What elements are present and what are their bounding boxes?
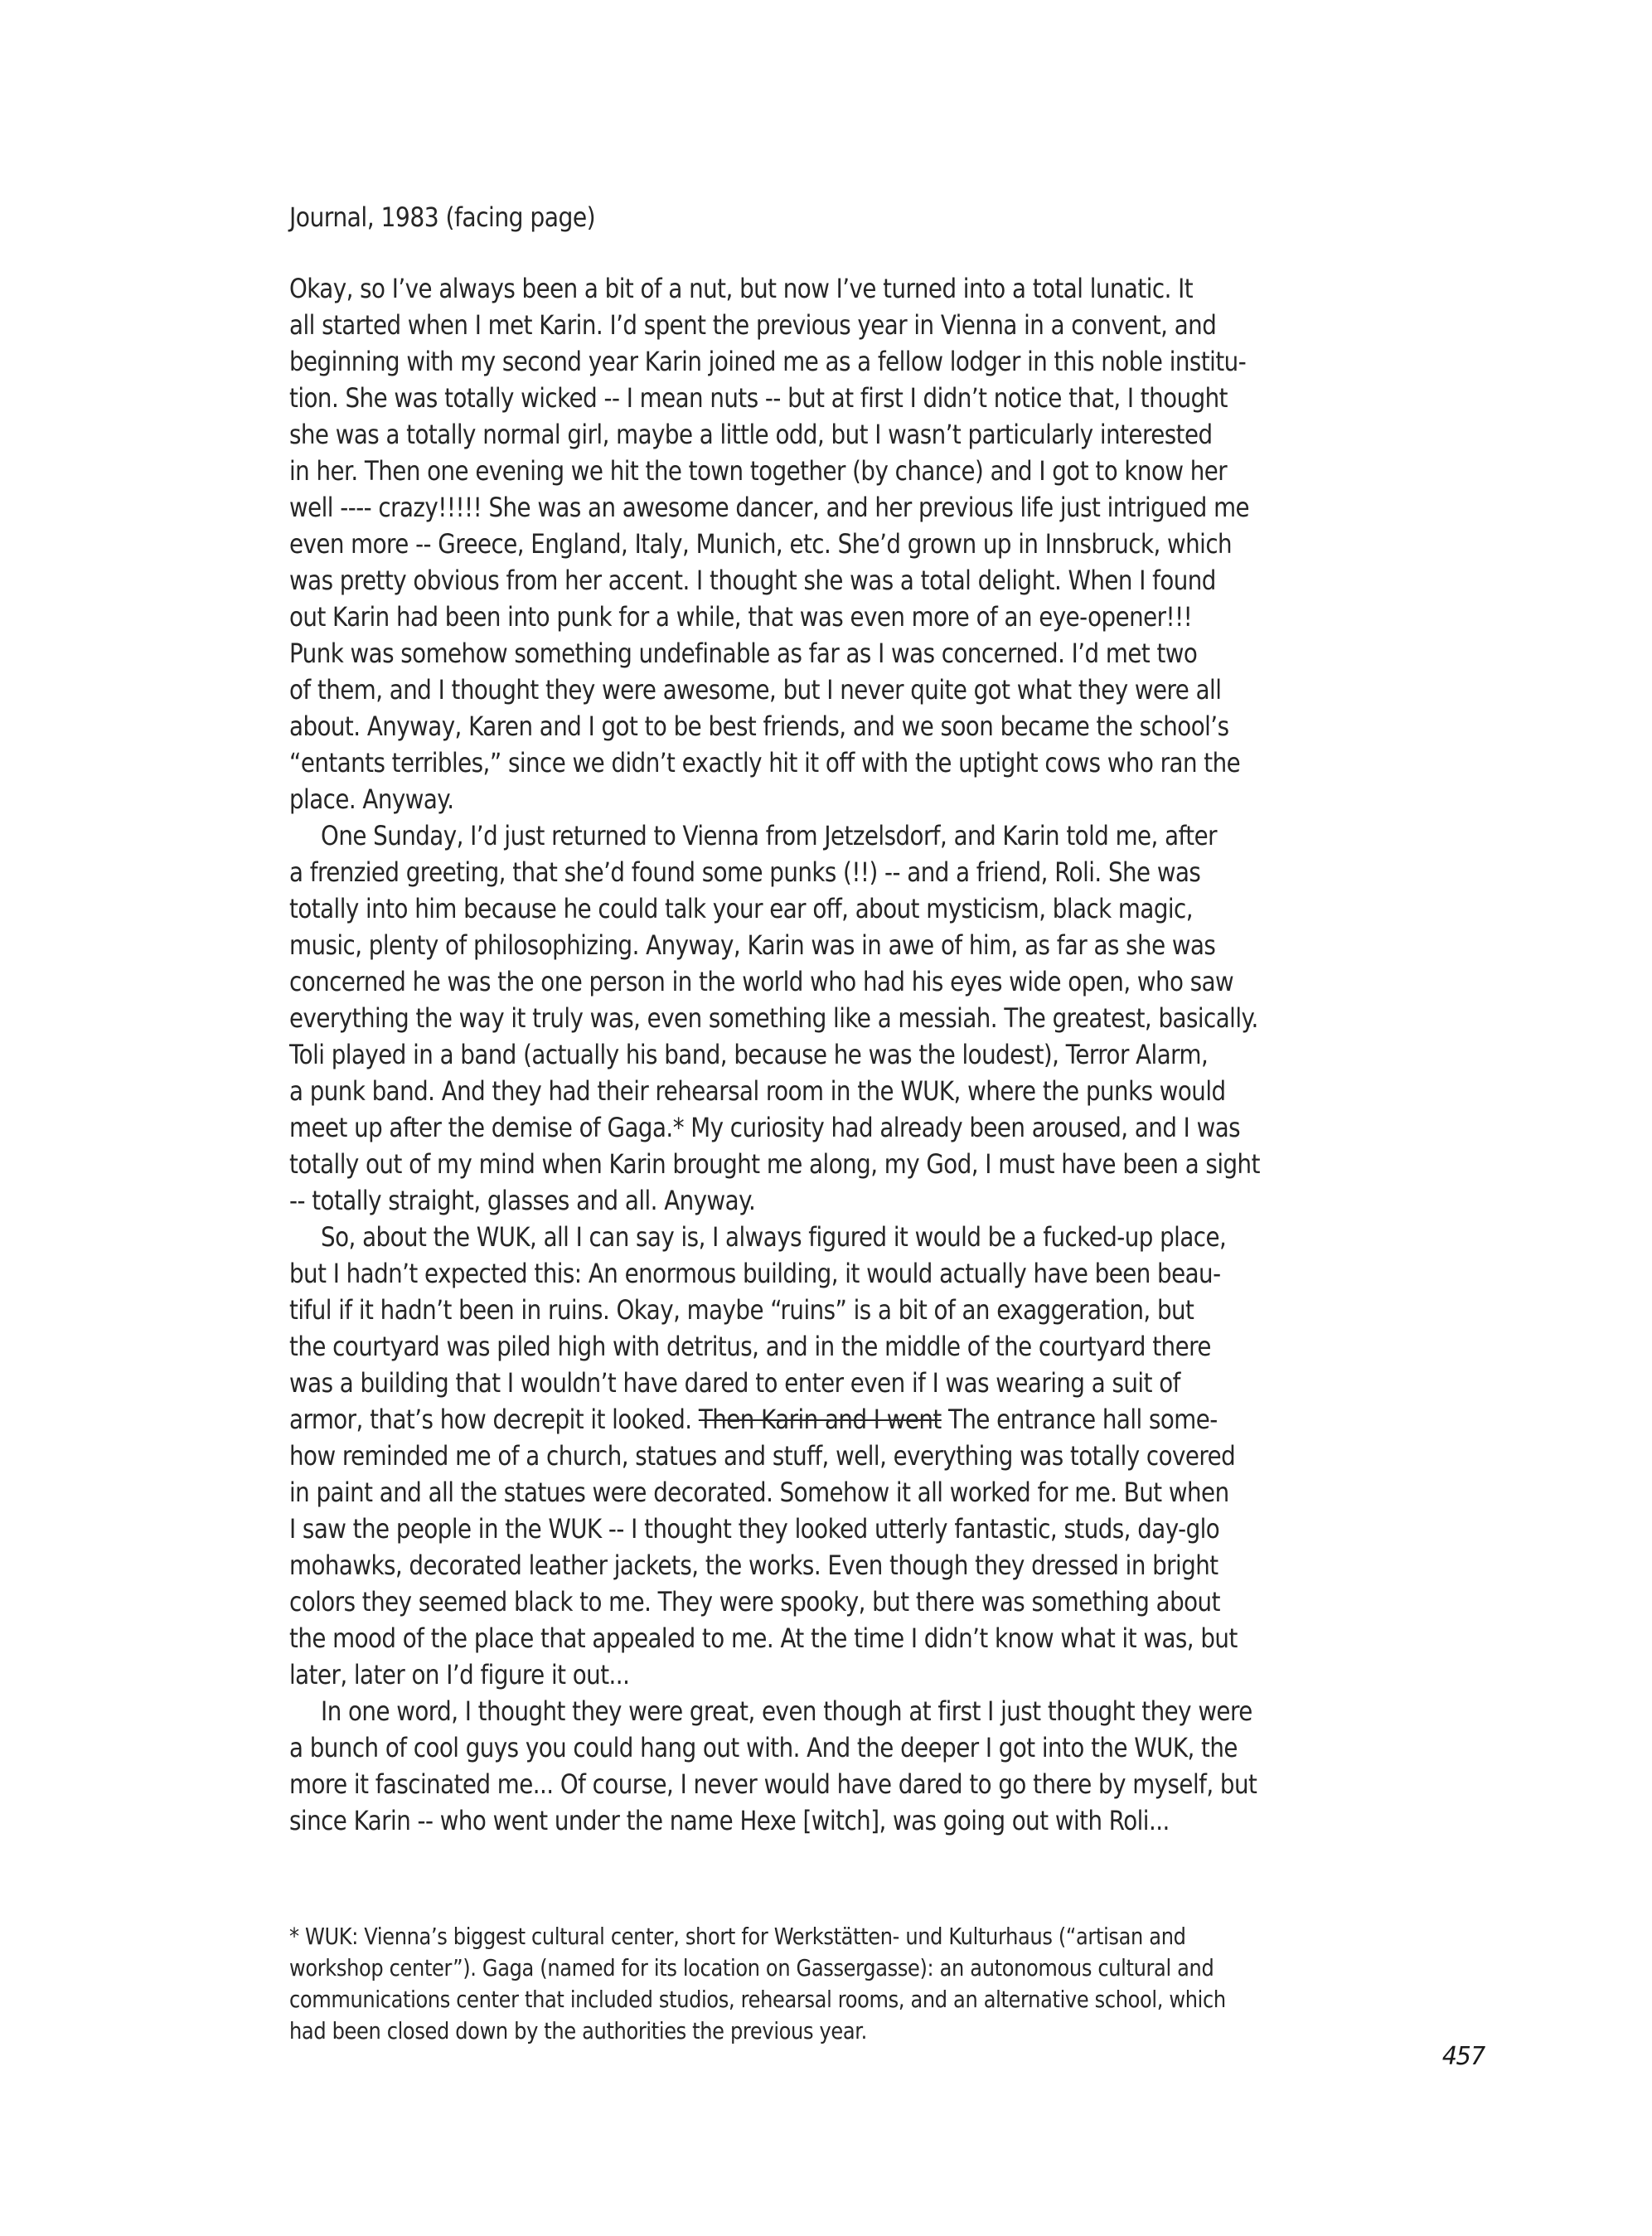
footnote-line: * WUK: Vienna’s biggest cultural center, short for Werkstätten- und Kulturhaus (“artisan and [289, 1923, 1186, 1950]
text-line: totally out of my mind when Karin brought me along, my God, I must have been a sight [289, 1148, 1260, 1180]
text-line: a bunch of cool guys you could hang out with. And the deeper I got into the WUK, the [289, 1732, 1238, 1763]
footnote-line: had been closed down by the authorities the previous year. [289, 2017, 867, 2044]
text-line: One Sunday, I’d just returned to Vienna from Jetzelsdorf, and Karin told me, after [321, 820, 1217, 851]
paragraph [289, 1219, 1383, 1693]
text-line: all started when I met Karin. I’d spent the previous year in Vienna in a convent, and [289, 309, 1217, 341]
text-line: was a building that I wouldn’t have dared to enter even if I was wearing a suit of [289, 1367, 1180, 1399]
text-line: everything the way it truly was, even something like a messiah. The greatest, basically. [289, 1002, 1258, 1034]
text-line: “entants terribles,” since we didn’t exactly hit it off with the uptight cows who ran the [289, 747, 1241, 778]
text-line: tiful if it hadn’t been in ruins. Okay, maybe “ruins” is a bit of an exaggeration, but [289, 1294, 1194, 1326]
text-line: a punk band. And they had their rehearsal room in the WUK, where the punks would [289, 1075, 1226, 1107]
text-line: In one word, I thought they were great, even though at first I just thought they were [321, 1695, 1252, 1727]
text-line: was pretty obvious from her accent. I thought she was a total delight. When I found [289, 565, 1216, 596]
text-line: colors they seemed black to me. They were spooky, but there was something about [289, 1586, 1220, 1618]
text-line: mohawks, decorated leather jackets, the works. Even though they dressed in bright [289, 1550, 1218, 1581]
text-line: concerned he was the one person in the world who had his eyes wide open, who saw [289, 966, 1234, 997]
text-line: she was a totally normal girl, maybe a little odd, but I wasn’t particularly interested [289, 419, 1213, 450]
journal-body [289, 270, 1383, 1839]
text-line-with-strikethrough [289, 1401, 1236, 1438]
text-segment: armor, that’s how decrepit it looked. [289, 1404, 699, 1435]
text-line: how reminded me of a church, statues and stuff, well, everything was totally covered [289, 1440, 1236, 1472]
text-line: even more -- Greece, England, Italy, Munich, etc. She’d grown up in Innsbruck, which [289, 528, 1233, 560]
text-line: out Karin had been into punk for a while, that was even more of an eye-opener!!! [289, 601, 1193, 633]
text-line: the mood of the place that appealed to me. At the time I didn’t know what it was, but [289, 1622, 1238, 1654]
text-line: the courtyard was piled high with detritus, and in the middle of the courtyard there [289, 1331, 1211, 1362]
text-line: about. Anyway, Karen and I got to be best friends, and we soon became the school’s [289, 711, 1229, 742]
text-line: but I hadn’t expected this: An enormous building, it would actually have been beau- [289, 1258, 1221, 1289]
text-line: meet up after the demise of Gaga.* My curiosity had already been aroused, and I was [289, 1112, 1241, 1143]
page-number: 457 [1442, 2042, 1485, 2071]
text-line: music, plenty of philosophizing. Anyway, Karin was in awe of him, as far as she was [289, 929, 1216, 961]
text-line: of them, and I thought they were awesome, but I never quite got what they were all [289, 674, 1222, 706]
text-line: later, later on I’d figure it out... [289, 1659, 630, 1690]
text-line: Punk was somehow something undefinable as far as I was concerned. I’d met two [289, 638, 1198, 669]
text-line: in paint and all the statues were decorated. Somehow it all worked for me. But when [289, 1477, 1229, 1508]
text-line: since Karin -- who went under the name Hexe [witch], was going out with Roli... [289, 1805, 1170, 1836]
text-line: a frenzied greeting, that she’d found some punks (!!) -- and a friend, Roli. She was [289, 856, 1201, 888]
struck-text: Then Karin and I went [698, 1404, 942, 1435]
page-heading: Journal, 1983 (facing page) [289, 201, 596, 233]
text-line: -- totally straight, glasses and all. Anyway. [289, 1185, 756, 1216]
text-line: more it fascinated me... Of course, I never would have dared to go there by myself, but [289, 1768, 1257, 1800]
text-line: tion. She was totally wicked -- I mean nuts -- but at first I didn’t notice that, I thought [289, 382, 1228, 414]
text-line: Toli played in a band (actually his band, because he was the loudest), Terror Alarm, [289, 1039, 1209, 1070]
text-segment: The entrance hall some- [941, 1404, 1218, 1435]
text-line: I saw the people in the WUK -- I thought they looked utterly fantastic, studs, day-glo [289, 1513, 1220, 1545]
footnote [289, 1921, 1383, 2047]
footnote-line: communications center that included studios, rehearsal rooms, and an alternative school, which [289, 1986, 1226, 2013]
text-line: in her. Then one evening we hit the town together (by chance) and I got to know her [289, 455, 1228, 487]
text-line: place. Anyway. [289, 783, 454, 815]
text-line: totally into him because he could talk your ear off, about mysticism, black magic, [289, 893, 1194, 924]
text-line: beginning with my second year Karin joined me as a fellow lodger in this noble institu- [289, 346, 1247, 377]
text-line: So, about the WUK, all I can say is, I always figured it would be a fucked-up place, [321, 1221, 1227, 1253]
paragraph [289, 817, 1383, 1219]
text-line: Okay, so I’ve always been a bit of a nut, but now I’ve turned into a total lunatic. It [289, 273, 1194, 304]
paragraph [289, 270, 1383, 817]
paragraph [289, 1693, 1383, 1839]
text-line: well ---- crazy!!!!! She was an awesome dancer, and her previous life just intrigued me [289, 492, 1250, 523]
footnote-line: workshop center”). Gaga (named for its location on Gassergasse): an autonomous cultural and [289, 1954, 1214, 1981]
